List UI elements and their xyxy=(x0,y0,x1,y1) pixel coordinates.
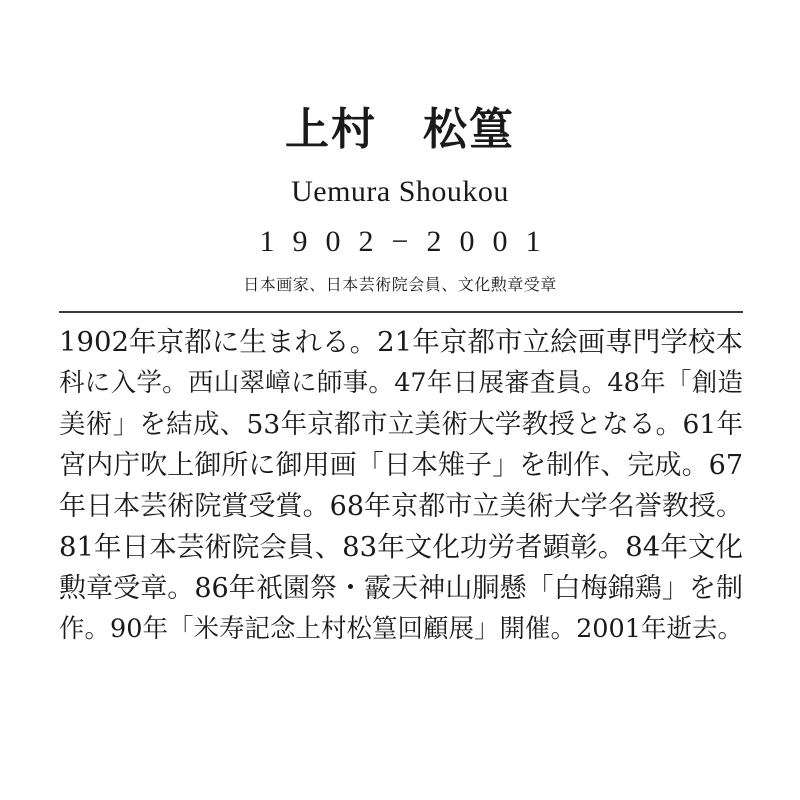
biography-line: 美術」を結成、53年京都市立美術大学教授となる。61年 xyxy=(59,409,743,440)
artist-name-japanese: 上村 松篁 xyxy=(285,104,515,155)
biography-line: 作。90年「米寿記念上村松篁回顧展」開催。2001年逝去。 xyxy=(59,614,743,644)
biography-line: 宮内庁吹上御所に御用画「日本雉子」を制作、完成。67 xyxy=(59,450,743,481)
artist-name-romanized: Uemura Shoukou xyxy=(291,175,509,208)
artist-titles: 日本画家、日本芸術院会員、文化勲章受章 xyxy=(243,275,557,294)
biography-line: 1902年京都に生まれる。21年京都市立絵画専門学校本 xyxy=(59,326,743,358)
biography-line: 年日本芸術院賞受賞。68年京都市立美術大学名誉教授。 xyxy=(59,491,743,522)
biography-line: 科に入学。西山翠嶂に師事。47年日展審査員。48年「創造 xyxy=(59,368,743,398)
biography-text xyxy=(59,322,743,650)
biography-line: 81年日本芸術院会員、83年文化功労者顕彰。84年文化 xyxy=(59,531,743,563)
artist-life-years: 1902−2001 xyxy=(259,225,559,258)
biography-line: 勲章受章。86年祇園祭・霰天神山胴懸「白梅錦鶏」を制 xyxy=(59,573,743,604)
divider-rule xyxy=(59,311,743,313)
